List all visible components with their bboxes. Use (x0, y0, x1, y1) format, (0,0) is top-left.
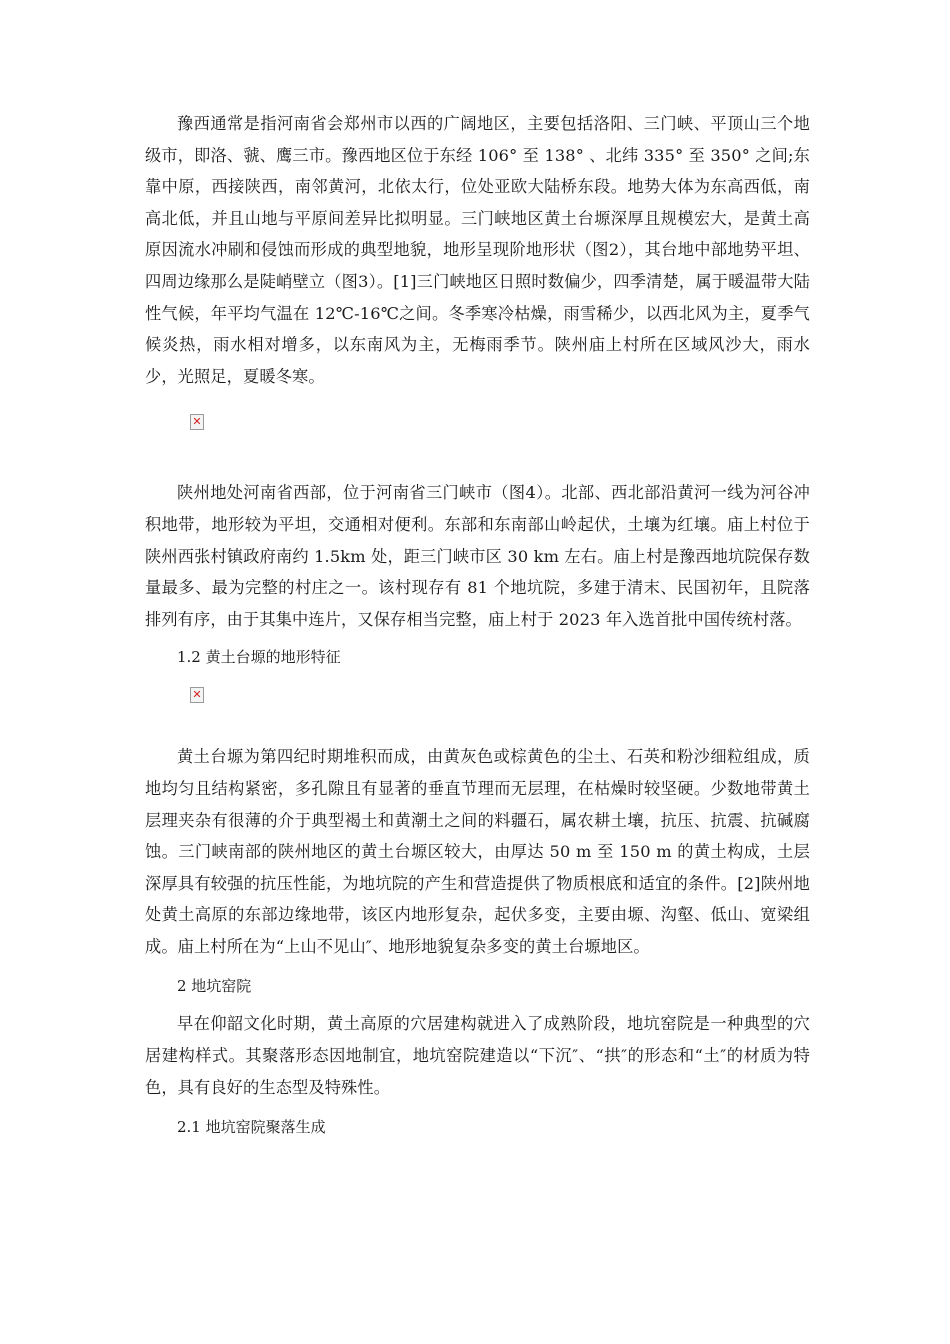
section-heading-2: 2 地坑窑院 (177, 977, 252, 996)
paragraph-shanzhou: 陕州地处河南省西部，位于河南省三门峡市（图4）。北部、西北部沿黄河一线为河谷冲积地带，地形较为平坦，交通相对便利。东部和东南部山岭起伏，土壤为红壤。庙上村位于陕州西张村镇政府南约 1.5km 处，距三门峡市区 30 km 左右。庙上村是豫西地坑院保存数量最多、最为完整的村庄之一。该村现存有 81 个地坑院，多建于清末、民国初年，且院落排列有序，由于其集中连片，又保存相当完整，庙上村于 2023 年入选首批中国传统村落。 (145, 483, 810, 629)
section-heading-2-1: 2.1 地坑窑院聚落生成 (177, 1118, 326, 1137)
document-page (145, 108, 810, 1143)
paragraph-loess-tableland: 黄土台塬为第四纪时期堆积而成，由黄灰色或棕黄色的尘土、石英和粉沙细粒组成，质地均匀且结构紧密，多孔隙且有显著的垂直节理而无层理，在枯燥时较坚硬。少数地带黄土层理夹杂有很薄的介于典型褐土和黄潮土之间的料疆石，属农耕土壤，抗压、抗震、抗碱腐蚀。三门峡南部的陕州地区的黄土台塬区较大，由厚达 50 m 至 150 m 的黄土构成，土层深厚具有较强的抗压性能，为地坑院的产生和营造提供了物质根底和适宜的条件。[2]陕州地处黄土高原的东部边缘地带，该区内地形复杂，起伏多变，主要由塬、沟壑、低山、宽梁组成。庙上村所在为“上山不见山″、地形地貌复杂多变的黄土台塬地区。 (145, 747, 810, 956)
broken-image-icon: ✕ (190, 414, 204, 430)
section-heading-1-2: 1.2 黄土台塬的地形特征 (177, 648, 341, 667)
paragraph-pit-courtyard: 早在仰韶文化时期，黄土高原的穴居建构就进入了成熟阶段，地坑窑院是一种典型的穴居建构样式。其聚落形态因地制宜，地坑窑院建造以“下沉″、“拱″的形态和“土″的材质为特色，具有良好的生态型及特殊性。 (145, 1014, 810, 1097)
broken-image-icon: ✕ (190, 687, 204, 703)
paragraph-western-henan: 豫西通常是指河南省会郑州市以西的广阔地区，主要包括洛阳、三门峡、平顶山三个地级市，即洛、虢、鹰三市。豫西地区位于东经 106° 至 138° 、北纬 335° 至 350° 之间;东靠中原，西接陕西，南邻黄河，北依太行，位处亚欧大陆桥东段。地势大体为东高西低，南高北低，并且山地与平原间差异比拟明显。三门峡地区黄土台塬深厚且规模宏大，是黄土高原因流水冲刷和侵蚀而形成的典型地貌，地形呈现阶地形状（图2），其台地中部地势平坦、四周边缘那么是陡峭壁立（图3）。[1]三门峡地区日照时数偏少，四季清楚，属于暖温带大陆性气候，年平均气温在 12℃-16℃之间。冬季寒冷枯燥，雨雪稀少，以西北风为主，夏季气候炎热，雨水相对增多，以东南风为主，无梅雨季节。陕州庙上村所在区域风沙大，雨水少，光照足，夏暖冬寒。 (145, 114, 810, 386)
